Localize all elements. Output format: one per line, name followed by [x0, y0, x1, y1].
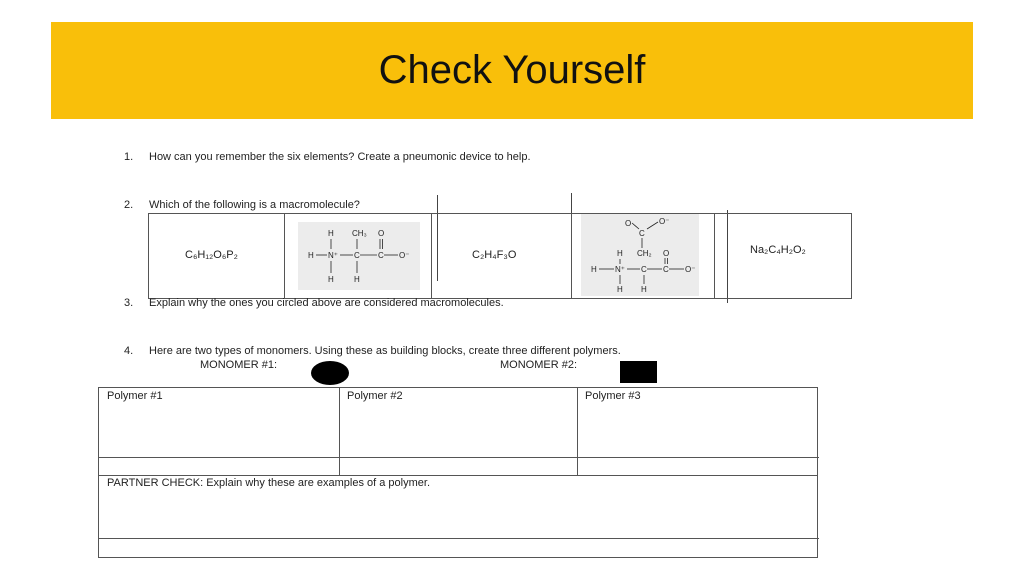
row-divider: [99, 475, 817, 476]
options-table: [148, 213, 852, 299]
atom-label: O⁻: [399, 251, 410, 260]
atom-label: C: [663, 265, 669, 274]
atom-label: H: [641, 285, 647, 294]
row-divider: [99, 538, 819, 539]
atom-label: O⁻: [659, 217, 670, 226]
atom-label: CH₂: [637, 249, 652, 258]
page-title: Check Yourself: [378, 48, 646, 92]
polymer-3-label: Polymer #3: [585, 390, 641, 402]
option-cell-4[interactable]: [571, 214, 715, 298]
question-text: Explain why the ones you circled above are considered macromolecules.: [149, 297, 504, 309]
title-banner: [51, 22, 973, 119]
atom-label: H: [328, 275, 334, 284]
question-number: 2.: [124, 199, 134, 211]
formula-2: C₂H₄F₃O: [472, 249, 517, 261]
atom-label: O: [625, 219, 632, 228]
atom-label: O: [663, 249, 670, 258]
atom-label: H: [591, 265, 597, 274]
question-number: 3.: [124, 297, 134, 309]
polymer-table: [98, 387, 818, 558]
column-divider: [339, 388, 340, 476]
polymer-1-label: Polymer #1: [107, 390, 163, 402]
atom-label: H: [308, 251, 314, 260]
partner-check-label: PARTNER CHECK: Explain why these are examples of a polymer.: [107, 477, 431, 489]
atom-label: CH₃: [352, 229, 367, 238]
formula-3: Na₂C₄H₂O₂: [750, 244, 806, 256]
atom-label: N⁺: [615, 265, 625, 274]
atom-label: C: [641, 265, 647, 274]
question-text: Which of the following is a macromolecule?: [149, 199, 360, 211]
atom-label: H: [354, 275, 360, 284]
molecule-1-image: [298, 222, 420, 290]
atom-label: C: [378, 251, 384, 260]
option-cell-2[interactable]: [284, 214, 432, 298]
molecule-2-image: [581, 214, 699, 296]
monomer-2-square-shape: [620, 361, 657, 383]
row-divider: [99, 457, 819, 458]
monomer-1-label: MONOMER #1:: [200, 359, 278, 371]
option-cell-3[interactable]: [431, 214, 572, 298]
option-cell-5[interactable]: [714, 214, 851, 298]
question-number: 4.: [124, 345, 134, 357]
question-text: How can you remember the six elements? Create a pneumonic device to help.: [149, 151, 531, 163]
atom-label: H: [617, 249, 623, 258]
atom-label: H: [328, 229, 334, 238]
monomer-2-label: MONOMER #2:: [500, 359, 578, 371]
molecule-2-structure: [581, 214, 699, 296]
atom-label: O⁻: [685, 265, 696, 274]
question-number: 1.: [124, 151, 134, 163]
atom-label: O: [378, 229, 385, 238]
question-text: Here are two types of monomers. Using these as building blocks, create three different polymers.: [149, 345, 621, 357]
atom-label: N⁺: [328, 251, 338, 260]
atom-label: H: [617, 285, 623, 294]
atom-label: C: [639, 229, 645, 238]
atom-label: C: [354, 251, 360, 260]
option-cell-1[interactable]: [149, 214, 285, 298]
monomer-1-circle-shape: [311, 361, 349, 385]
column-divider: [577, 388, 578, 476]
polymer-2-label: Polymer #2: [347, 390, 403, 402]
molecule-1-structure: [298, 222, 420, 290]
formula-1: C₆H₁₂O₆P₂: [185, 249, 238, 261]
